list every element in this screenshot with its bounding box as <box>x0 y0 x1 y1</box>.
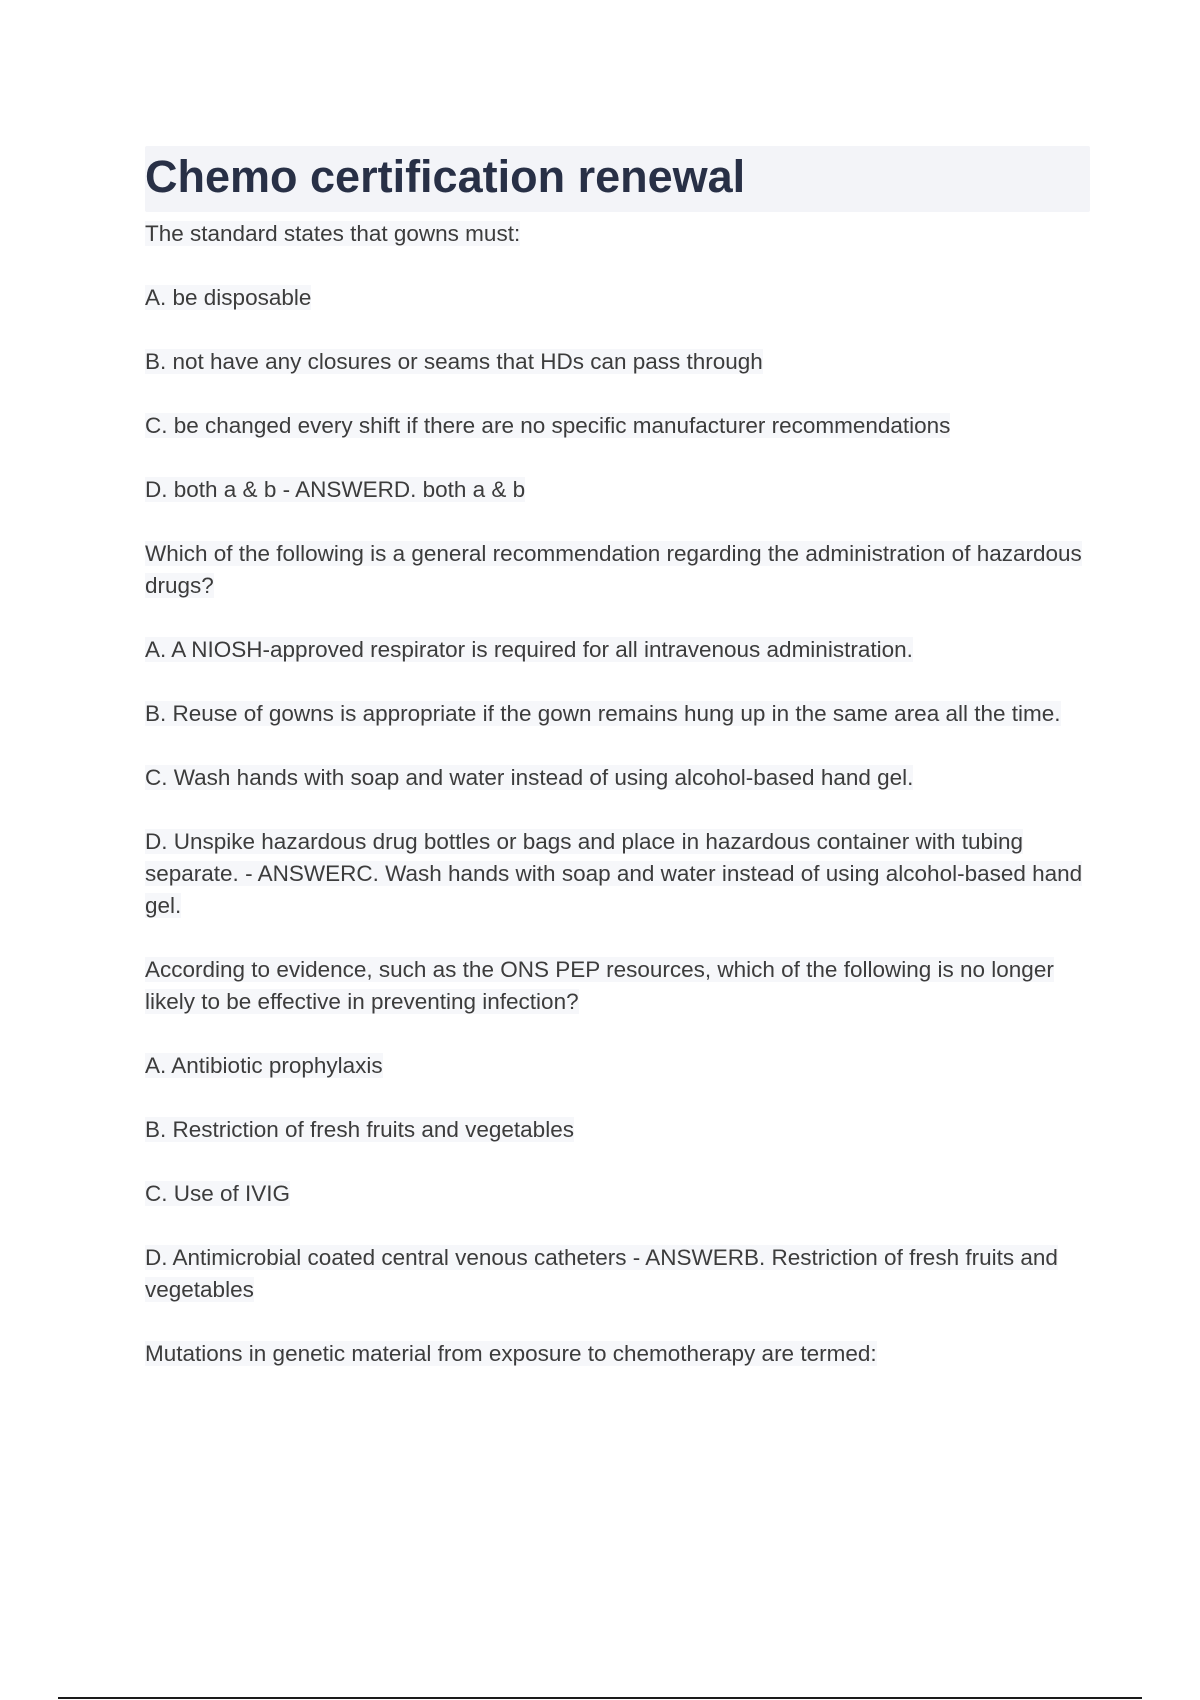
option-b-infection: B. Restriction of fresh fruits and vegetables <box>145 1117 574 1142</box>
question-administration: Which of the following is a general recommendation regarding the administration of hazardous drugs? <box>145 541 1082 598</box>
option-d-gowns-answer: D. both a & b - ANSWERD. both a & b <box>145 477 526 502</box>
option-a-gowns: A. be disposable <box>145 285 312 310</box>
document-page <box>145 146 1090 1402</box>
option-a-administration: A. A NIOSH-approved respirator is required for all intravenous administration. <box>145 637 913 662</box>
option-b-administration: B. Reuse of gowns is appropriate if the gown remains hung up in the same area all the time. <box>145 701 1061 726</box>
footer-divider <box>58 1697 1142 1699</box>
question-mutations: Mutations in genetic material from exposure to chemotherapy are termed: <box>145 1341 877 1366</box>
title-block <box>145 146 1090 212</box>
option-a-infection: A. Antibiotic prophylaxis <box>145 1053 383 1078</box>
intro-question-gowns: The standard states that gowns must: <box>145 221 521 246</box>
option-d-administration-answer: D. Unspike hazardous drug bottles or bags and place in hazardous container with tubing separate. - ANSWERC. Wash hands with soap and water instead of using alcohol-based hand gel. <box>145 829 1083 918</box>
option-b-gowns: B. not have any closures or seams that HDs can pass through <box>145 349 763 374</box>
option-c-gowns: C. be changed every shift if there are no specific manufacturer recommendations <box>145 413 951 438</box>
option-c-administration: C. Wash hands with soap and water instead of using alcohol-based hand gel. <box>145 765 914 790</box>
option-c-infection: C. Use of IVIG <box>145 1181 291 1206</box>
document-body <box>145 218 1090 1370</box>
document-title: Chemo certification renewal <box>145 151 746 202</box>
question-infection: According to evidence, such as the ONS PEP resources, which of the following is no longer likely to be effective in preventing infection? <box>145 957 1054 1014</box>
option-d-infection-answer: D. Antimicrobial coated central venous catheters - ANSWERB. Restriction of fresh fruits and vegetables <box>145 1245 1058 1302</box>
